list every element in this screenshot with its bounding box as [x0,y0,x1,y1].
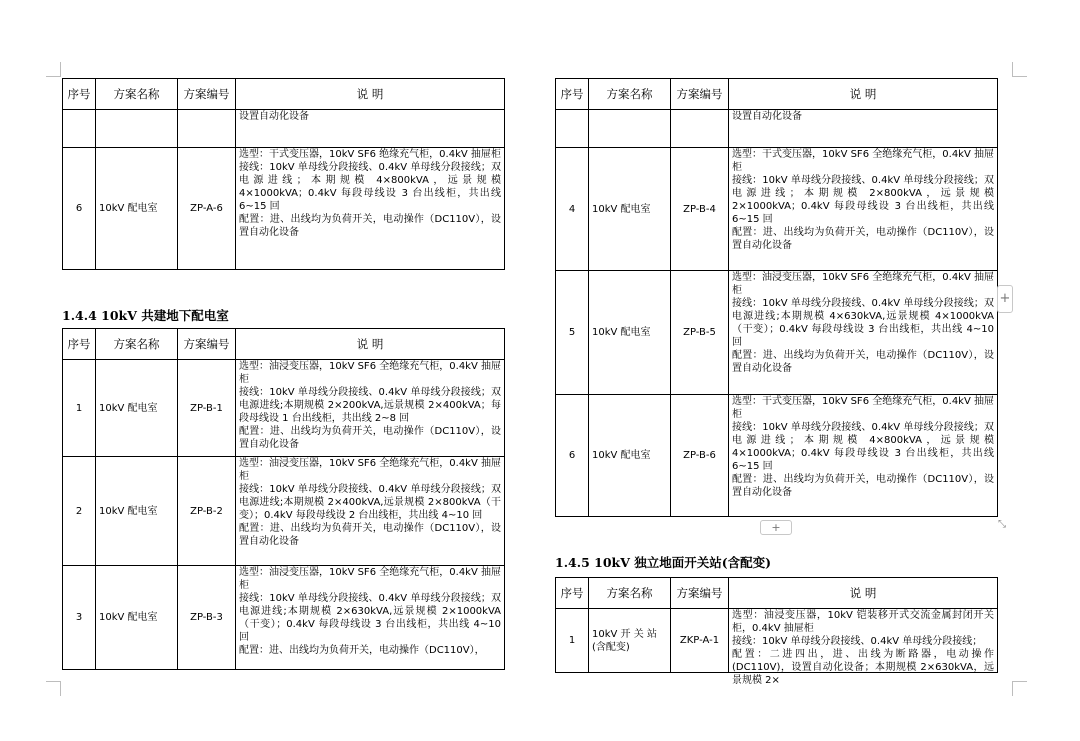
cell-desc [236,360,505,457]
add-row-button[interactable] [760,520,792,535]
desc-line: 设置自动化设备 [732,111,802,122]
cell-desc [236,566,505,670]
cell-num: 2 [63,457,96,566]
plus-icon: + [999,291,1011,306]
crop-mark-bottom-right [1012,681,1027,696]
table-row [63,457,505,566]
desc-line: 选型：干式变压器，10kV SF6 全绝缘充气柜，0.4kV 抽屉柜 [732,149,994,173]
desc-line: 配置：二进四出，进、出线为断路器，电动操作(DC110V)，设置自动化设备；本期规模 2×630kVA，远景规模 2× [732,649,994,686]
header-num: 序号 [63,79,96,110]
cell-desc [236,148,505,270]
desc-line: 配置：进、出线均为负荷开关，电动操作（DC110V），设置自动化设备 [239,214,501,238]
header-name: 方案名称 [96,329,178,360]
cell-code: ZKP-A-1 [671,609,729,673]
cell-name: 10kV 配电室 [96,566,178,670]
header-code: 方案编号 [178,79,236,110]
cell-code [178,110,236,148]
header-desc: 说 明 [236,79,505,110]
cell-code: ZP-B-3 [178,566,236,670]
cell-num [63,110,96,148]
header-name: 方案名称 [589,578,671,609]
desc-line: 接线：10kV 单母线分段接线、0.4kV 单母线分段接线；双电源进线；本期规模 4×800kVA，远景规模 4×1000kVA；0.4kV 每段母线设 3 台出线柜，共出线 6~15 回 [239,162,501,212]
cell-num: 3 [63,566,96,670]
cell-name [589,110,671,148]
desc-line: 选型：油浸变压器，10kV SF6 全绝缘充气柜，0.4kV 抽屉柜 [239,361,501,385]
table-row [556,110,998,148]
scheme-table [62,78,505,270]
cell-code: ZP-B-1 [178,360,236,457]
desc-line: 选型：油浸变压器，10kV SF6 全绝缘充气柜，0.4kV 抽屉柜 [239,567,501,591]
cell-num: 6 [556,395,589,517]
header-num: 序号 [556,79,589,110]
section-heading-1-4-5: 1.4.5 10kV 独立地面开关站(含配变) [555,555,772,570]
cell-code: ZP-A-6 [178,148,236,270]
header-desc: 说 明 [729,578,998,609]
desc-line: 选型：油浸变压器，10kV 铠装移开式交流金属封闭开关柜，0.4kV 抽屉柜 [732,610,994,634]
cell-code: ZP-B-4 [671,148,729,271]
add-column-button[interactable] [997,285,1013,313]
cell-name: 10kV 配电室 [96,360,178,457]
cell-code: ZP-B-6 [671,395,729,517]
table-row [63,148,505,270]
header-num: 序号 [556,578,589,609]
desc-line: 接线：10kV 单母线分段接线、0.4kV 单母线分段接线；双电源进线;本期规模 2×200kVA,远景规模 2×400kVA；每段母线设 1 台出线柜，共出线 2~8 回 [239,387,501,424]
cell-desc [729,271,998,395]
table-row [556,395,998,517]
cell-name: 10kV 配电室 [589,271,671,395]
cell-desc [236,457,505,566]
cell-desc [729,609,998,686]
cell-num: 6 [63,148,96,270]
scheme-table [555,577,998,686]
table-row [556,148,998,271]
cell-name: 10kV 配电室 [589,148,671,271]
header-code: 方案编号 [671,578,729,609]
desc-line: 接线：10kV 单母线分段接线、0.4kV 单母线分段接线；双电源进线;本期规模 4×630kVA,远景规模 4×1000kVA（干变）；0.4kV 每段母线设 3 台出线柜，共出线 4~10 回 [732,298,994,348]
table-row [63,360,505,457]
desc-line: 配置：进、出线均为负荷开关，电动操作（DC110V），设置自动化设备 [239,523,501,547]
plus-icon: + [771,521,781,534]
desc-line: 接线：10kV 单母线分段接线、0.4kV 单母线分段接线； [732,636,983,647]
desc-line: 设置自动化设备 [239,111,309,122]
cell-name: 10kV 配电室 [96,457,178,566]
cell-desc [236,110,505,148]
desc-line: 接线：10kV 单母线分段接线、0.4kV 单母线分段接线；双电源进线;本期规模 2×630kVA,远景规模 2×1000kVA（干变）；0.4kV 每段母线设 3 台出线柜，共出线 4~10 回 [239,593,501,643]
desc-line: 选型：油浸变压器，10kV SF6 全绝缘充气柜，0.4kV 抽屉柜 [732,272,994,296]
header-name: 方案名称 [96,79,178,110]
cell-name: 10kV 开 关 站(含配变) [589,609,671,673]
desc-line: 选型：干式变压器，10kV SF6 全绝缘充气柜，0.4kV 抽屉柜 [732,396,994,420]
desc-line: 配置：进、出线均为负荷开关，电动操作（DC110V），设置自动化设备 [732,474,994,498]
crop-mark-top-left [46,62,61,77]
desc-line: 配置：进、出线均为负荷开关，电动操作（DC110V），设置自动化设备 [732,227,994,251]
desc-line: 接线：10kV 单母线分段接线、0.4kV 单母线分段接线；双电源进线;本期规模 2×400kVA,远景规模 2×800kVA（干变）；0.4kV 每段母线设 2 台出线柜，共出线 4~10 回 [239,484,501,521]
crop-mark-bottom-left [46,681,61,696]
cell-code [671,110,729,148]
cell-num [556,110,589,148]
desc-line: 配置：进、出线均为负荷开关，电动操作（DC110V），设置自动化设备 [239,426,501,450]
header-code: 方案编号 [178,329,236,360]
cell-name: 10kV 配电室 [96,148,178,270]
desc-line: 配置：进、出线均为负荷开关，电动操作（DC110V），设置自动化设备 [732,350,994,374]
scheme-table [62,328,505,670]
desc-line: 接线：10kV 单母线分段接线、0.4kV 单母线分段接线；双电源进线；本期规模 4×800kVA，远景规模 4×1000kVA；0.4kV 每段母线设 3 台出线柜，共出线 6~15 回 [732,422,994,472]
desc-line: 接线：10kV 单母线分段接线、0.4kV 单母线分段接线；双电源进线；本期规模 2×800kVA，远景规模 2×1000kVA；0.4kV 每段母线设 3 台出线柜，共出线 6~15 回 [732,175,994,225]
cell-code: ZP-B-5 [671,271,729,395]
header-desc: 说 明 [729,79,998,110]
cell-desc [729,110,998,148]
header-name: 方案名称 [589,79,671,110]
header-num: 序号 [63,329,96,360]
cell-code: ZP-B-2 [178,457,236,566]
cell-name: 10kV 配电室 [589,395,671,517]
table-row [63,566,505,670]
header-desc: 说 明 [236,329,505,360]
table-row [556,271,998,395]
cell-name [96,110,178,148]
cell-num: 1 [63,360,96,457]
desc-line: 选型：干式变压器，10kV SF6 绝缘充气柜，0.4kV 抽屉柜 [239,149,501,160]
cell-desc [729,395,998,517]
cell-num: 5 [556,271,589,395]
crop-mark-top-right [1012,62,1027,77]
cell-desc [729,148,998,271]
table-row [556,609,998,673]
table-row [63,110,505,148]
scheme-table [555,78,998,517]
section-heading-1-4-4: 1.4.4 10kV 共建地下配电室 [62,308,229,323]
header-code: 方案编号 [671,79,729,110]
cell-num: 4 [556,148,589,271]
cell-num: 1 [556,609,589,673]
desc-line: 配置：进、出线均为负荷开关，电动操作（DC110V）， [239,645,485,656]
desc-line: 选型：油浸变压器，10kV SF6 全绝缘充气柜，0.4kV 抽屉柜 [239,458,501,482]
resize-diagonal-icon[interactable]: ⤡ [998,519,1006,530]
